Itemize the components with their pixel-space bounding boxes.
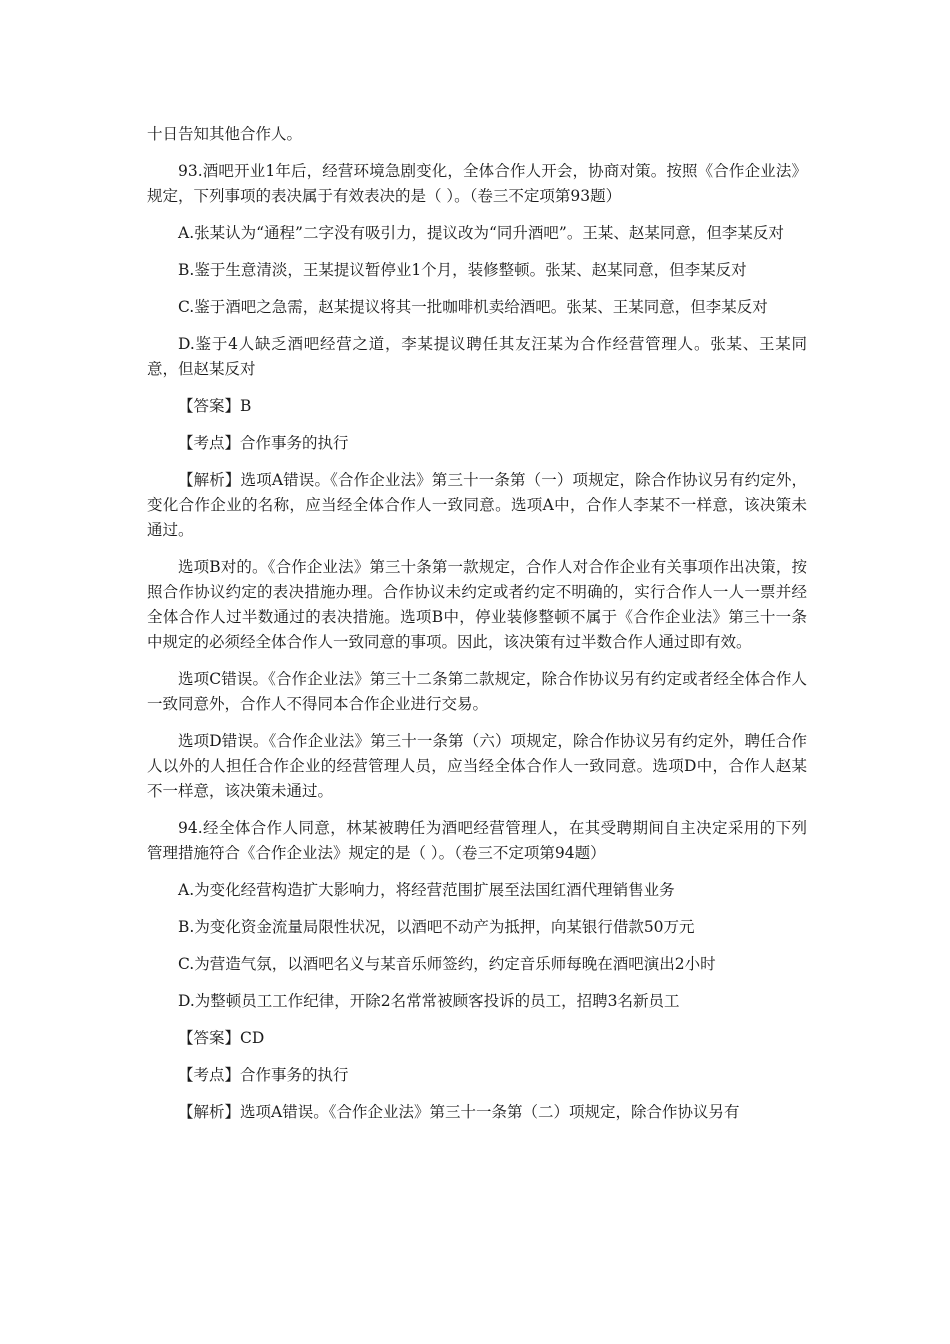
option-d: D.鉴于4人缺乏酒吧经营之道，李某提议聘任其友汪某为合作经营管理人。张某、王某同意，但赵某反对 (147, 335, 807, 378)
answer-label: 【答案】CD (178, 1029, 265, 1047)
topic-label: 【考点】合作事务的执行 (178, 1066, 349, 1084)
paragraph-continuation: 十日告知其他合作人。 (147, 125, 303, 143)
analysis-paragraph: 选项B对的。《合作企业法》第三十条第一款规定，合作人对合作企业有关事项作出决策，按照合作协议约定的表决措施办理。合作协议未约定或者约定不明确的，实行合作人一人一票并经全体合作人过半数通过的表决措施。选项B中，停业装修整顿不属于《合作企业法》第三十一条中规定的必须经全体合作人一致同意的事项。因此，该决策有过半数合作人通过即有效。 (147, 558, 807, 651)
analysis-paragraph: 【解析】选项A错误。《合作企业法》第三十一条第（二）项规定，除合作协议另有 (178, 1103, 740, 1121)
option-a: A.张某认为“通程”二字没有吸引力，提议改为“同升酒吧”。王某、赵某同意，但李某反对 (178, 224, 784, 242)
analysis-paragraph: 选项D错误。《合作企业法》第三十一条第（六）项规定，除合作协议另有约定外，聘任合作人以外的人担任合作企业的经营管理人员，应当经全体合作人一致同意。选项D中，合作人赵某不一样意，该决策未通过。 (147, 732, 807, 800)
option-c: C.鉴于酒吧之急需，赵某提议将其一批咖啡机卖给酒吧。张某、王某同意，但李某反对 (178, 298, 768, 316)
option-d: D.为整顿员工工作纪律，开除2名常常被顾客投诉的员工，招聘3名新员工 (178, 992, 680, 1010)
option-c: C.为营造气氛，以酒吧名义与某音乐师签约，约定音乐师每晚在酒吧演出2小时 (178, 955, 716, 973)
topic-label: 【考点】合作事务的执行 (178, 434, 349, 452)
answer-label: 【答案】B (178, 397, 252, 415)
analysis-paragraph: 【解析】选项A错误。《合作企业法》第三十一条第（一）项规定，除合作协议另有约定外，变化合作企业的名称，应当经全体合作人一致同意。选项A中，合作人李某不一样意，该决策未通过。 (147, 471, 807, 539)
question-94: 94.经全体合作人同意，林某被聘任为酒吧经营管理人，在其受聘期间自主决定采用的下列管理措施符合《合作企业法》规定的是（ ）。（卷三不定项第94题） (147, 819, 807, 862)
option-b: B.为变化资金流量局限性状况，以酒吧不动产为抵押，向某银行借款50万元 (178, 918, 695, 936)
question-93: 93.酒吧开业1年后，经营环境急剧变化，全体合作人开会，协商对策。按照《合作企业法》规定，下列事项的表决属于有效表决的是（ ）。（卷三不定项第93题） (147, 162, 807, 205)
analysis-paragraph: 选项C错误。《合作企业法》第三十二条第二款规定，除合作协议另有约定或者经全体合作人一致同意外，合作人不得同本合作企业进行交易。 (147, 670, 807, 713)
option-a: A.为变化经营构造扩大影响力，将经营范围扩展至法国红酒代理销售业务 (178, 881, 675, 899)
option-b: B.鉴于生意清淡，王某提议暂停业1个月，装修整顿。张某、赵某同意，但李某反对 (178, 261, 747, 279)
document-page (147, 122, 807, 1137)
